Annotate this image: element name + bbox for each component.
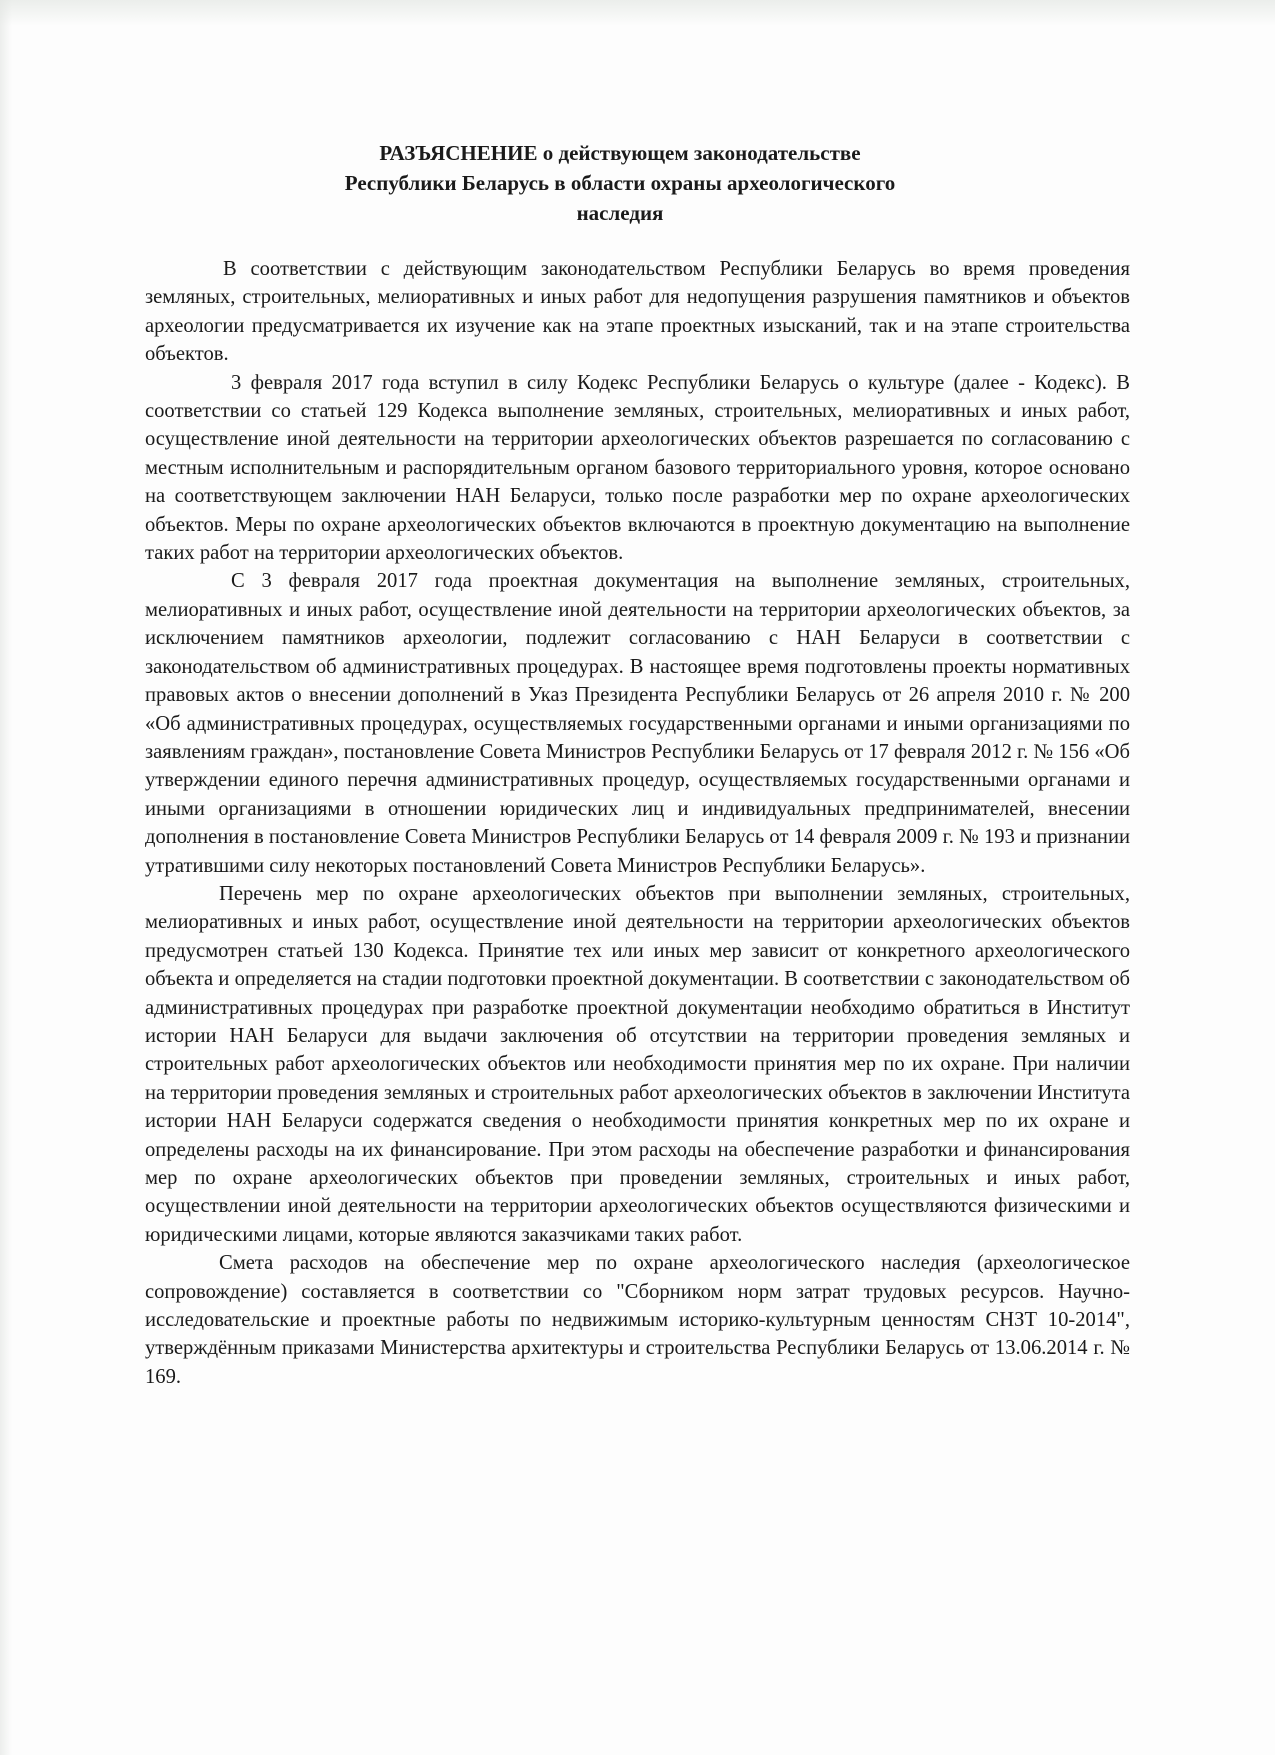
document-body	[145, 255, 1130, 1391]
title-line-2: Республики Беларусь в области охраны археологического	[344, 171, 896, 195]
scan-edge-shadow	[0, 0, 1275, 26]
paragraph-2: 3 февраля 2017 года вступил в силу Кодекс Республики Беларусь о культуре (далее - Кодекс). В соответствии со статьей 129 Кодекса выполнение земляных, строительных, мелиоративных и иных работ, осуществление иной деятельности на территории археологических объектов разрешается по согласованию с местным исполнительным и распорядительным органом базового территориального уровня, которое основано на соответствующем заключении НАН Беларуси, только после разработки мер по охране археологических объектов. Меры по охране археологических объектов включаются в проектную документацию на выполнение таких работ на территории археологических объектов.	[145, 371, 1130, 565]
paragraph-3: С 3 февраля 2017 года проектная документация на выполнение земляных, строительных, мелиоративных и иных работ, осуществление иной деятельности на территории археологических объектов, за исключением памятников археологии, подлежит согласованию с НАН Беларуси в соответствии с законодательством об административных процедурах. В настоящее время подготовлены проекты нормативных правовых актов о внесении дополнений в Указ Президента Республики Беларусь от 26 апреля 2010 г. № 200 «Об административных процедурах, осуществляемых государственными органами и иными организациями по заявлениям граждан», постановление Совета Министров Республики Беларусь от 17 февраля 2012 г. № 156 «Об утверждении единого перечня административных процедур, осуществляемых государственными органами и иными организациями в отношении юридических лиц и индивидуальных предпринимателей, внесении дополнения в постановление Совета Министров Республики Беларусь от 14 февраля 2009 г. № 193 и признании утратившими силу некоторых постановлений Совета Министров Республики Беларусь».	[145, 570, 1130, 877]
document-title	[330, 138, 910, 228]
scan-edge-shadow-left	[0, 0, 12, 1755]
title-line-3: наследия	[576, 201, 664, 225]
paragraph-5: Смета расходов на обеспечение мер по охране археологического наследия (археологическое сопровождение) составляется в соответствии со "Сборником норм затрат трудовых ресурсов. Научно-исследовательские и проектные работы по недвижимым историко-культурным ценностям СНЗТ 10-2014", утверждённым приказами Министерства архитектуры и строительства Республики Беларусь от 13.06.2014 г. № 169.	[145, 1252, 1130, 1388]
paragraph-4: Перечень мер по охране археологических объектов при выполнении земляных, строительных, мелиоративных и иных работ, осуществление иной деятельности на территории археологических объектов предусмотрен статьей 130 Кодекса. Принятие тех или иных мер зависит от конкретного археологического объекта и определяется на стадии подготовки проектной документации. В соответствии с законодательством об административных процедурах при разработке проектной документации необходимо обратиться в Институт истории НАН Беларуси для выдачи заключения об отсутствии на территории проведения земляных и строительных работ археологических объектов или необходимости принятия мер по их охране. При наличии на территории проведения земляных и строительных работ археологических объектов в заключении Института истории НАН Беларуси содержатся сведения о необходимости принятия конкретных мер по их охране и определены расходы на их финансирование. При этом расходы на обеспечение разработки и финансирования мер по охране археологических объектов при проведении земляных, строительных и иных работ, осуществлении иной деятельности на территории археологических объектов осуществляются физическими и юридическими лицами, которые являются заказчиками таких работ.	[145, 882, 1130, 1246]
paragraph-1: В соответствии с действующим законодательством Республики Беларусь во время проведения земляных, строительных, мелиоративных и иных работ для недопущения разрушения памятников и объектов археологии предусматривается их изучение как на этапе проектных изысканий, так и на этапе строительства объектов.	[145, 258, 1130, 366]
title-line-1: РАЗЪЯСНЕНИЕ о действующем законодательстве	[379, 141, 861, 165]
